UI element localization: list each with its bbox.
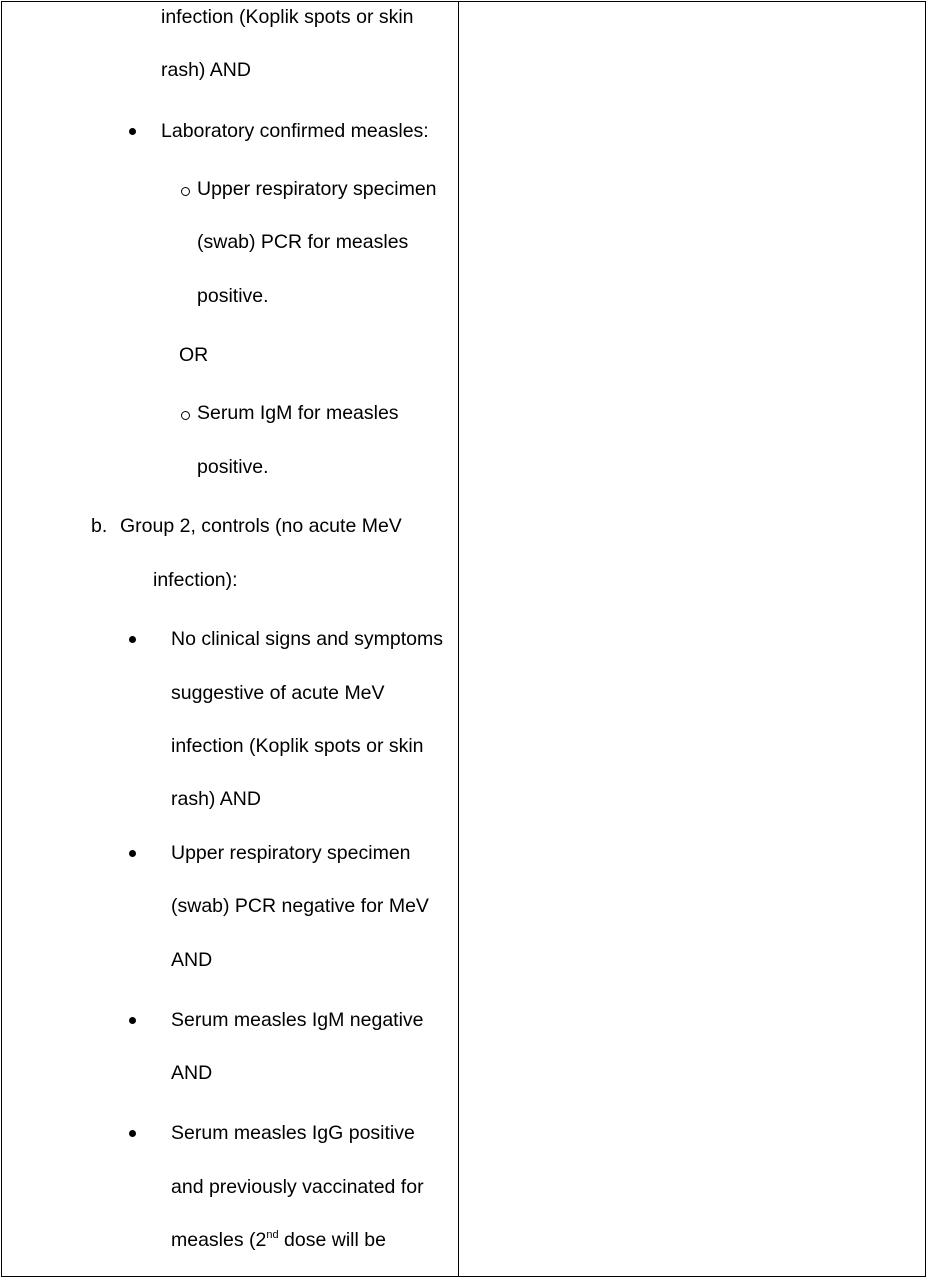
- text-fragment: dose will be: [278, 1229, 386, 1251]
- text-line: suggestive of acute MeV: [171, 682, 385, 704]
- bullet-icon: [129, 128, 136, 135]
- text-line: Serum measles IgG positive: [171, 1122, 415, 1144]
- or-label: OR: [179, 344, 209, 366]
- text-line: Serum measles IgM negative: [171, 1009, 424, 1031]
- circle-bullet-icon: [181, 411, 190, 420]
- text-line: AND: [171, 949, 213, 971]
- bullet-icon: [129, 850, 136, 857]
- list-item-text: Laboratory confirmed measles:: [161, 120, 429, 142]
- text-line: positive.: [197, 456, 269, 478]
- text-fragment: measles (2: [171, 1229, 267, 1251]
- list-marker: b.: [91, 515, 108, 537]
- column-divider: [458, 2, 459, 1276]
- table-frame: [1, 1, 926, 1277]
- text-line: rash) AND: [171, 788, 261, 810]
- text-line: No clinical signs and symptoms: [171, 628, 444, 650]
- text-line: infection (Koplik spots or skin: [161, 6, 414, 28]
- text-line: Upper respiratory specimen: [197, 178, 437, 200]
- group-heading: Group 2, controls (no acute MeV: [120, 515, 402, 537]
- text-line: (swab) PCR negative for MeV: [171, 895, 429, 917]
- bullet-icon: [129, 1017, 136, 1024]
- text-line: rash) AND: [161, 59, 251, 81]
- superscript: nd: [266, 1229, 279, 1241]
- text-line: Upper respiratory specimen: [171, 842, 411, 864]
- circle-bullet-icon: [181, 187, 190, 196]
- text-line: positive.: [197, 285, 269, 307]
- text-line: Serum IgM for measles: [197, 402, 399, 424]
- text-line: AND: [171, 1062, 213, 1084]
- text-line: infection (Koplik spots or skin: [171, 735, 424, 757]
- group-heading: infection):: [153, 569, 238, 591]
- bullet-icon: [129, 1130, 136, 1137]
- text-line: (swab) PCR for measles: [197, 231, 409, 253]
- text-line: [171, 1228, 386, 1252]
- bullet-icon: [129, 636, 136, 643]
- text-line: and previously vaccinated for: [171, 1176, 424, 1198]
